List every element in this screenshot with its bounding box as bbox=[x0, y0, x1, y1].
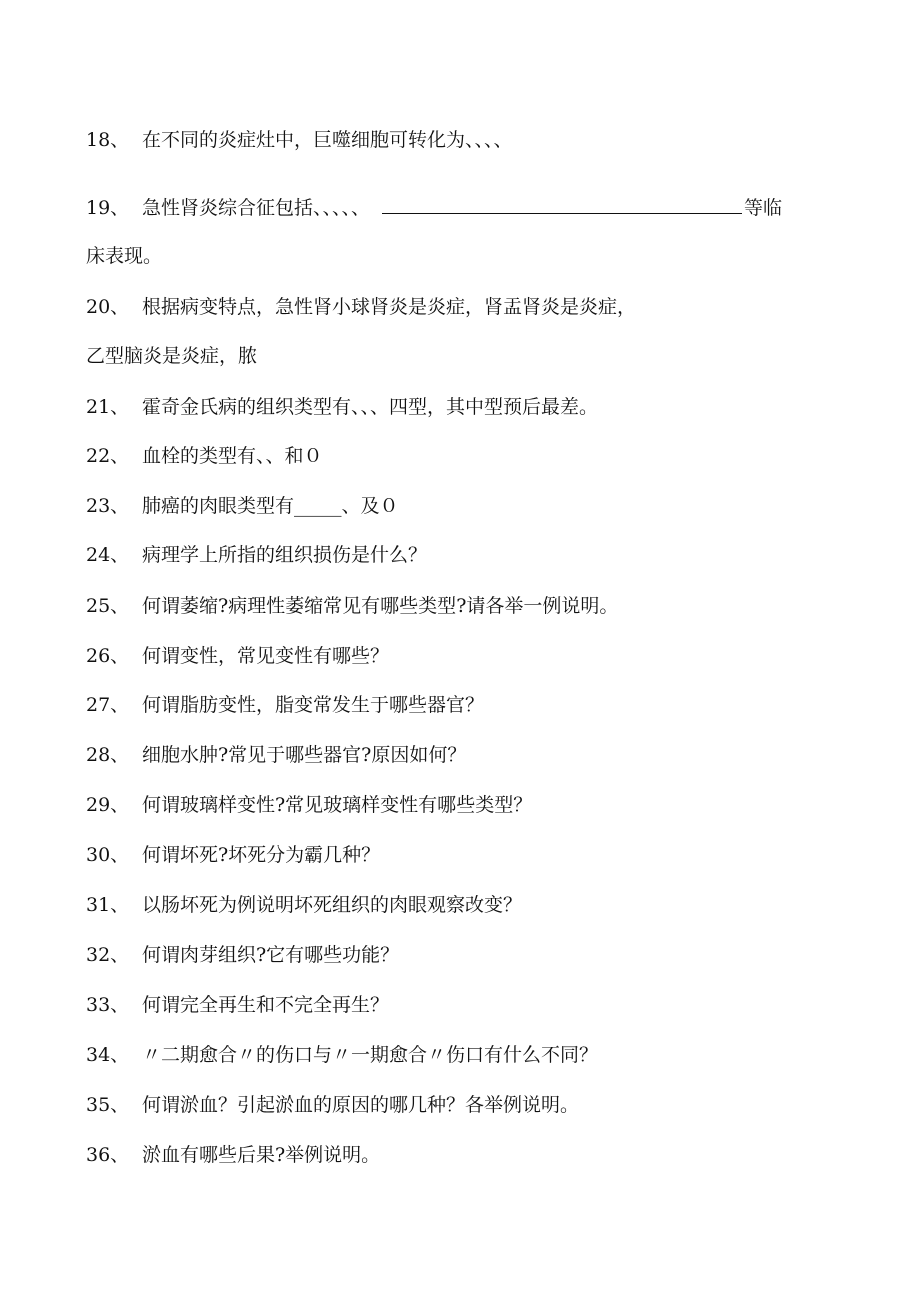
question-number: 35、 bbox=[86, 1094, 130, 1116]
question-number: 21、 bbox=[86, 396, 130, 418]
question-18 bbox=[86, 128, 513, 152]
question-30 bbox=[86, 843, 380, 867]
question-text: 何谓完全再生和不完全再生？ bbox=[142, 994, 390, 1016]
question-33 bbox=[86, 993, 389, 1017]
question-23 bbox=[86, 494, 399, 518]
question-number: 19、 bbox=[86, 197, 130, 219]
question-19 bbox=[86, 195, 782, 220]
question-text-continuation: 乙型脑炎是炎症，脓 bbox=[86, 345, 258, 367]
question-text: 淤血有哪些后果?举例说明。 bbox=[142, 1144, 381, 1166]
question-text: 在不同的炎症灶中，巨噬细胞可转化为、、、、 bbox=[142, 129, 513, 151]
question-number: 20、 bbox=[86, 296, 130, 318]
question-number: 22、 bbox=[86, 445, 130, 467]
question-36 bbox=[86, 1143, 380, 1167]
question-28 bbox=[86, 743, 466, 767]
question-number: 36、 bbox=[86, 1144, 130, 1166]
question-text: 何谓淤血？引起淤血的原因的哪几种？各举例说明。 bbox=[142, 1094, 580, 1116]
question-text: 〃二期愈合〃的伤口与〃一期愈合〃伤口有什么不同？ bbox=[142, 1044, 599, 1066]
question-number: 26、 bbox=[86, 645, 130, 667]
question-21 bbox=[86, 395, 598, 419]
question-text: 何谓坏死?坏死分为霸几种？ bbox=[142, 844, 381, 866]
question-20 bbox=[86, 295, 636, 319]
question-26 bbox=[86, 644, 389, 668]
question-text: 霍奇金氏病的组织类型有、、、四型，其中型预后最差。 bbox=[142, 396, 599, 418]
question-text: 细胞水肿?常见于哪些器官?原因如何？ bbox=[142, 744, 467, 766]
question-text-after-blank: 等临 bbox=[744, 197, 783, 219]
question-text: 肺癌的肉眼类型有_____、及０ bbox=[142, 495, 399, 517]
question-25 bbox=[86, 594, 618, 618]
question-number: 29、 bbox=[86, 794, 130, 816]
question-text: 病理学上所指的组织损伤是什么？ bbox=[142, 544, 428, 566]
question-text: 血栓的类型有、、和０ bbox=[142, 445, 323, 467]
question-text: 何谓萎缩?病理性萎缩常见有哪些类型?请各举一例说明。 bbox=[142, 595, 619, 617]
question-text: 何谓肉芽组织?它有哪些功能？ bbox=[142, 944, 400, 966]
question-number: 30、 bbox=[86, 844, 130, 866]
question-number: 25、 bbox=[86, 595, 130, 617]
question-35 bbox=[86, 1093, 579, 1117]
question-number: 24、 bbox=[86, 544, 130, 566]
question-27 bbox=[86, 693, 484, 717]
question-number: 33、 bbox=[86, 994, 130, 1016]
question-number: 18、 bbox=[86, 129, 130, 151]
question-number: 31、 bbox=[86, 894, 130, 916]
question-number: 27、 bbox=[86, 694, 130, 716]
question-text: 根据病变特点，急性肾小球肾炎是炎症，肾盂肾炎是炎症， bbox=[142, 296, 637, 318]
question-34 bbox=[86, 1043, 598, 1067]
answer-blank-line bbox=[382, 195, 742, 214]
question-number: 34、 bbox=[86, 1044, 130, 1066]
question-text: 何谓脂肪变性，脂变常发生于哪些器官？ bbox=[142, 694, 485, 716]
question-31 bbox=[86, 893, 522, 917]
question-number: 28、 bbox=[86, 744, 130, 766]
question-24 bbox=[86, 543, 427, 567]
question-19-continuation bbox=[86, 244, 162, 268]
question-text: 何谓变性，常见变性有哪些？ bbox=[142, 645, 390, 667]
question-32 bbox=[86, 943, 399, 967]
question-number: 32、 bbox=[86, 944, 130, 966]
question-text: 何谓玻璃样变性?常见玻璃样变性有哪些类型？ bbox=[142, 794, 533, 816]
question-text-continuation: 床表现。 bbox=[86, 245, 163, 267]
question-text: 以肠坏死为例说明坏死组织的肉眼观察改变？ bbox=[142, 894, 523, 916]
question-20-continuation bbox=[86, 344, 257, 368]
question-22 bbox=[86, 444, 323, 468]
question-number: 23、 bbox=[86, 495, 130, 517]
question-text: 急性肾炎综合征包括、、、、、 bbox=[142, 197, 371, 219]
question-29 bbox=[86, 793, 532, 817]
